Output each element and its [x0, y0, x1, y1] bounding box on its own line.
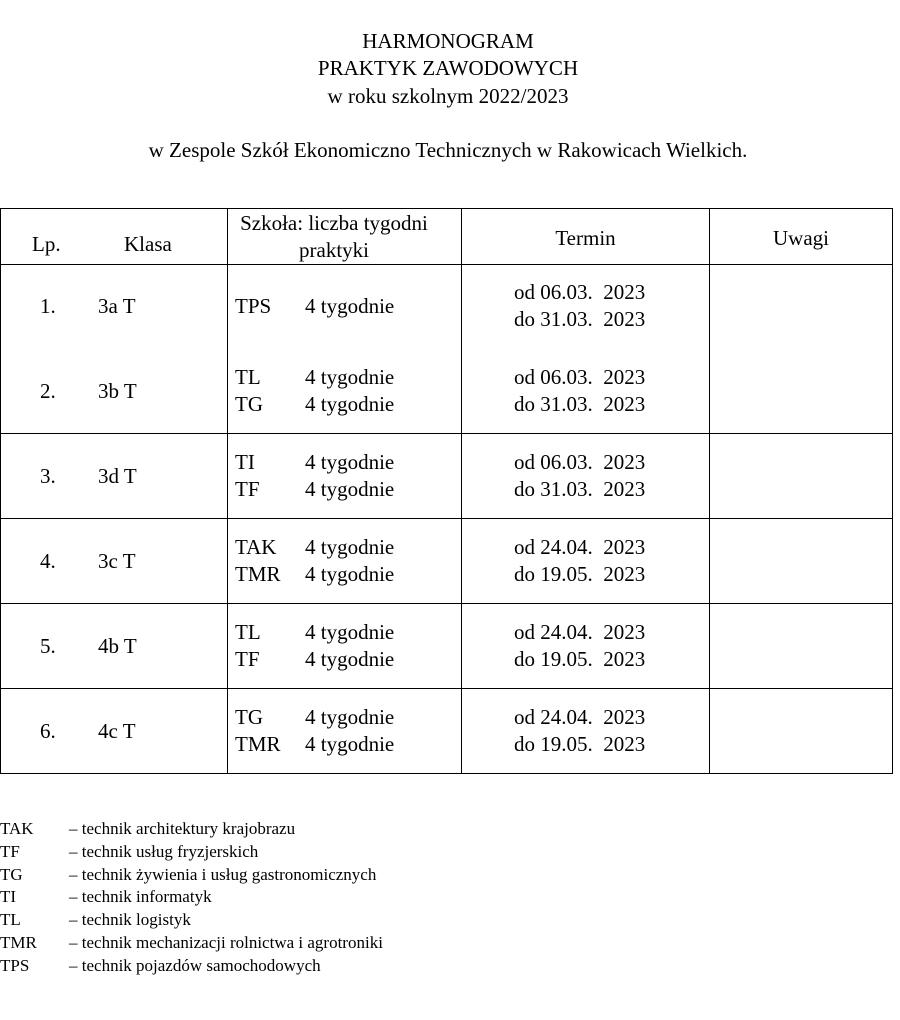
- row-weeks: 4 tygodnie: [305, 535, 395, 559]
- legend-description: – technik logistyk: [69, 910, 191, 930]
- legend-code: TAK: [0, 819, 34, 838]
- row-specialization-code: TG: [235, 705, 263, 729]
- header-lp: Lp.: [32, 232, 61, 256]
- row-klasa: 3a T: [98, 294, 136, 318]
- row-date-from: od 24.04. 2023: [514, 705, 646, 729]
- header-uwagi: Uwagi: [773, 226, 829, 250]
- row-specialization-code: TF: [235, 477, 260, 501]
- row-klasa: 4c T: [98, 719, 136, 743]
- legend-description: – technik architektury krajobrazu: [69, 819, 296, 838]
- legend-code: TF: [0, 841, 20, 861]
- row-weeks: 4 tygodnie: [305, 705, 395, 729]
- row-lp: 2.: [40, 379, 56, 403]
- row-klasa: 3c T: [98, 549, 136, 573]
- row-weeks: 4 tygodnie: [305, 620, 395, 644]
- table-border-left: [0, 208, 1, 774]
- row-lp: 6.: [40, 719, 56, 743]
- row-specialization-code: TL: [235, 365, 261, 389]
- legend-code: TPS: [0, 955, 30, 975]
- row-lp: 4.: [40, 549, 56, 573]
- row-specialization-code: TPS: [235, 294, 272, 318]
- row-lp: 5.: [40, 634, 56, 658]
- row-weeks: 4 tygodnie: [305, 450, 395, 474]
- row-date-from: od 06.03. 2023: [514, 365, 646, 389]
- legend-description: – technik pojazdów samochodowych: [69, 955, 321, 975]
- title-line-1: HARMONOGRAM: [362, 29, 534, 53]
- row-date-to: do 19.05. 2023: [514, 732, 646, 756]
- row-date-to: do 31.03. 2023: [514, 477, 646, 501]
- row-weeks: 4 tygodnie: [305, 477, 395, 501]
- column-divider: [227, 208, 228, 774]
- row-lp: 3.: [40, 464, 56, 488]
- row-date-to: do 31.03. 2023: [514, 307, 646, 331]
- row-divider: [0, 603, 893, 604]
- row-specialization-code: TG: [235, 392, 263, 416]
- row-weeks: 4 tygodnie: [305, 732, 395, 756]
- row-weeks: 4 tygodnie: [305, 392, 395, 416]
- row-divider: [0, 688, 893, 689]
- row-lp: 1.: [40, 294, 56, 318]
- legend-description: – technik usług fryzjerskich: [69, 841, 259, 861]
- legend-code: TG: [0, 864, 23, 884]
- row-weeks: 4 tygodnie: [305, 294, 395, 318]
- row-date-from: od 06.03. 2023: [514, 280, 646, 304]
- legend-description: – technik informatyk: [69, 887, 212, 907]
- column-divider: [709, 208, 710, 774]
- row-date-to: do 31.03. 2023: [514, 392, 646, 416]
- row-specialization-code: TMR: [235, 562, 281, 586]
- title-line-3: w roku szkolnym 2022/2023: [327, 84, 569, 108]
- table-border-right: [892, 208, 893, 774]
- header-divider: [0, 264, 893, 265]
- row-specialization-code: TI: [235, 450, 255, 474]
- header-szkola-line2: praktyki: [299, 238, 369, 262]
- row-weeks: 4 tygodnie: [305, 647, 395, 671]
- row-specialization-code: TF: [235, 647, 260, 671]
- row-klasa: 3d T: [98, 464, 137, 488]
- row-divider: [0, 518, 893, 519]
- legend-description: – technik mechanizacji rolnictwa i agrotroniki: [69, 932, 383, 952]
- row-klasa: 4b T: [98, 634, 137, 658]
- header-termin: Termin: [555, 226, 616, 250]
- header-klasa: Klasa: [124, 232, 172, 256]
- row-weeks: 4 tygodnie: [305, 562, 395, 586]
- table-border-bottom: [0, 773, 893, 774]
- row-date-from: od 06.03. 2023: [514, 450, 646, 474]
- legend-code: TMR: [0, 932, 37, 952]
- row-divider: [0, 433, 893, 434]
- row-date-to: do 19.05. 2023: [514, 562, 646, 586]
- header-szkola-line1: Szkoła: liczba tygodni: [240, 211, 428, 235]
- title-line-2: PRAKTYK ZAWODOWYCH: [317, 56, 579, 80]
- school-subtitle: w Zespole Szkół Ekonomiczno Technicznych w Rakowicach Wielkich.: [148, 138, 748, 162]
- row-weeks: 4 tygodnie: [305, 365, 395, 389]
- row-specialization-code: TL: [235, 620, 261, 644]
- row-date-from: od 24.04. 2023: [514, 535, 646, 559]
- column-divider: [461, 208, 462, 774]
- legend-code: TI: [0, 887, 17, 907]
- table-border-top: [0, 208, 893, 209]
- row-date-to: do 19.05. 2023: [514, 647, 646, 671]
- row-specialization-code: TMR: [235, 732, 281, 756]
- legend-code: TL: [0, 910, 21, 930]
- legend-description: – technik żywienia i usług gastronomicznych: [69, 864, 377, 884]
- row-date-from: od 24.04. 2023: [514, 620, 646, 644]
- schedule-table: [0, 208, 893, 774]
- row-specialization-code: TAK: [235, 535, 277, 559]
- row-klasa: 3b T: [98, 379, 137, 403]
